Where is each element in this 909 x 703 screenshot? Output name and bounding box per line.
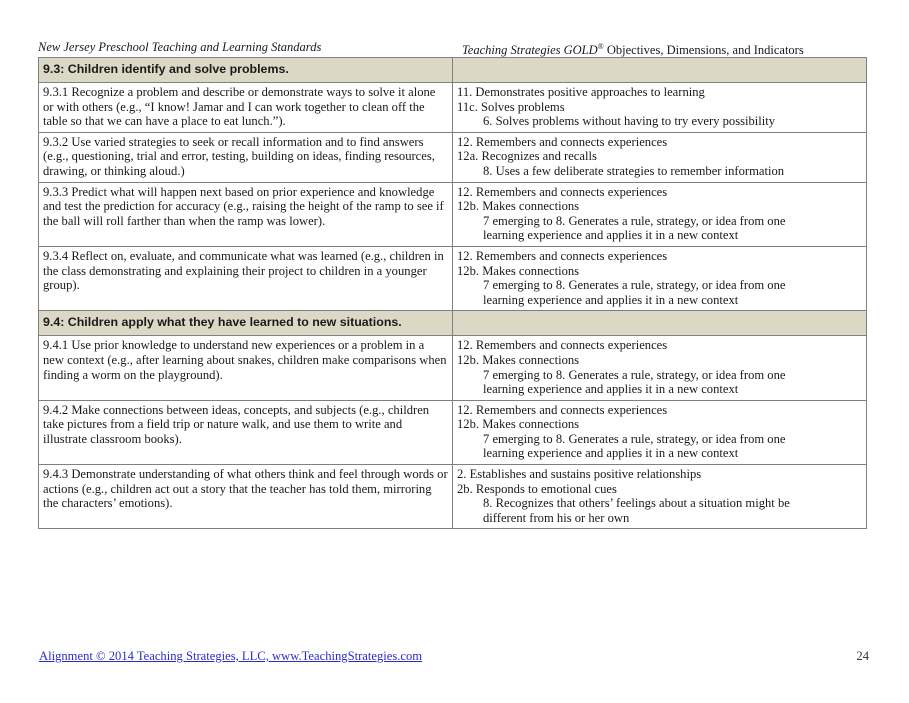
indicator-line: learning experience and applies it in a new context <box>483 382 739 397</box>
indicator-line: learning experience and applies it in a new context <box>483 446 739 461</box>
standards-alignment-table-body <box>39 58 867 529</box>
standard-description-cell <box>39 132 453 182</box>
standard-description-text: 9.4.3 Demonstrate understanding of what others think and feel through words or actions (e.g., children act out a story that the teacher has told them, mirroring the characters’ emotions). <box>43 467 448 511</box>
indicator-line: 7 emerging to 8. Generates a rule, strategy, or idea from one <box>483 367 786 382</box>
table-row <box>39 465 867 529</box>
table-row <box>39 132 867 182</box>
section-empty-cell <box>453 311 867 336</box>
standard-description-text: 9.4.2 Make connections between ideas, concepts, and subjects (e.g., children take pictures from a field trip or nature walk, and use them to write and illustrate classroom books). <box>43 402 430 446</box>
indicator-line: learning experience and applies it in a new context <box>483 228 739 243</box>
objective-line: 2b. Responds to emotional cues <box>457 481 617 496</box>
objective-indicator-cell <box>453 132 867 182</box>
standard-description-cell <box>39 246 453 310</box>
standard-description-cell <box>39 182 453 246</box>
objective-line: 2. Establishes and sustains positive relationships <box>457 467 702 482</box>
running-header <box>38 38 868 56</box>
table-row <box>39 400 867 464</box>
indicator-line: 7 emerging to 8. Generates a rule, strategy, or idea from one <box>483 431 786 446</box>
section-title-cell: 9.4: Children apply what they have learned to new situations. <box>39 311 453 336</box>
indicator-line: 8. Recognizes that others’ feelings about a situation might be <box>483 496 790 511</box>
objective-indicator-cell <box>453 400 867 464</box>
table-row <box>39 83 867 133</box>
standard-description-cell <box>39 465 453 529</box>
objective-line: 12. Remembers and connects experiences <box>457 134 668 149</box>
objective-line: 11c. Solves problems <box>457 99 565 114</box>
objective-line: 12b. Makes connections <box>457 263 580 278</box>
indicator-line: 7 emerging to 8. Generates a rule, strategy, or idea from one <box>483 213 786 228</box>
standard-description-text: 9.3.1 Recognize a problem and describe or demonstrate ways to solve it alone or with others (e.g., “I know! Jamar and I can work together to clean off the table so that we can have a place to eat lunch.”). <box>43 85 436 129</box>
section-empty-cell <box>453 58 867 83</box>
objective-indicator-cell <box>453 182 867 246</box>
table-section-row <box>39 58 867 83</box>
objective-indicator-cell <box>453 246 867 310</box>
table-section-row <box>39 311 867 336</box>
page-number: 24 <box>856 649 869 663</box>
standard-description-text: 9.3.3 Predict what will happen next based on prior experience and knowledge and test the prediction for accuracy (e.g., raising the height of the ramp to see if the ball will roll farther than when the ramp was lower). <box>43 184 444 228</box>
objective-line: 12. Remembers and connects experiences <box>457 184 668 199</box>
objective-indicator-cell <box>453 83 867 133</box>
indicator-line: 8. Uses a few deliberate strategies to remember information <box>483 163 785 178</box>
standard-description-text: 9.3.4 Reflect on, evaluate, and communicate what was learned (e.g., children in the class demonstrating and explaining their project to children in a younger group). <box>43 248 444 293</box>
objective-line: 12. Remembers and connects experiences <box>457 402 668 417</box>
indicator-line: different from his or her own <box>483 510 630 525</box>
registered-mark-icon: ® <box>597 42 604 51</box>
indicator-line: 6. Solves problems without having to try every possibility <box>483 114 776 129</box>
header-right-title <box>462 38 804 59</box>
indicator-line: learning experience and applies it in a new context <box>483 292 739 307</box>
standard-description-text: 9.3.2 Use varied strategies to seek or recall information and to find answers (e.g., questioning, trial and error, testing, building on ideas, finding resources, drawing, or thinking aloud.) <box>43 134 435 178</box>
standards-alignment-table <box>38 57 867 529</box>
indicator-line: 7 emerging to 8. Generates a rule, strategy, or idea from one <box>483 278 786 293</box>
copyright-link[interactable]: Alignment © 2014 Teaching Strategies, LLC, www.TeachingStrategies.com <box>39 649 423 663</box>
objective-line: 12. Remembers and connects experiences <box>457 338 668 353</box>
objective-indicator-cell <box>453 465 867 529</box>
objective-line: 12b. Makes connections <box>457 417 580 432</box>
table-row <box>39 182 867 246</box>
objective-line: 12a. Recognizes and recalls <box>457 149 597 164</box>
objective-line: 12. Remembers and connects experiences <box>457 248 668 263</box>
objective-indicator-cell <box>453 336 867 400</box>
objective-line: 12b. Makes connections <box>457 352 580 367</box>
objective-line: 12b. Makes connections <box>457 199 580 214</box>
table-row <box>39 246 867 310</box>
standard-description-cell <box>39 400 453 464</box>
table-row <box>39 336 867 400</box>
header-left-title: New Jersey Preschool Teaching and Learning Standards <box>38 40 322 54</box>
header-right-title-brand: Teaching Strategies GOLD <box>462 43 598 58</box>
standard-description-cell <box>39 83 453 133</box>
header-right-title-rest: Objectives, Dimensions, and Indicators <box>603 43 804 58</box>
section-title-cell: 9.3: Children identify and solve problems. <box>39 58 453 83</box>
standard-description-cell <box>39 336 453 400</box>
standard-description-text: 9.4.1 Use prior knowledge to understand new experiences or a problem in a new context (e.g., after learning about snakes, children make comparisons when finding a worm on the playground). <box>43 338 447 382</box>
objective-line: 11. Demonstrates positive approaches to learning <box>457 85 705 99</box>
